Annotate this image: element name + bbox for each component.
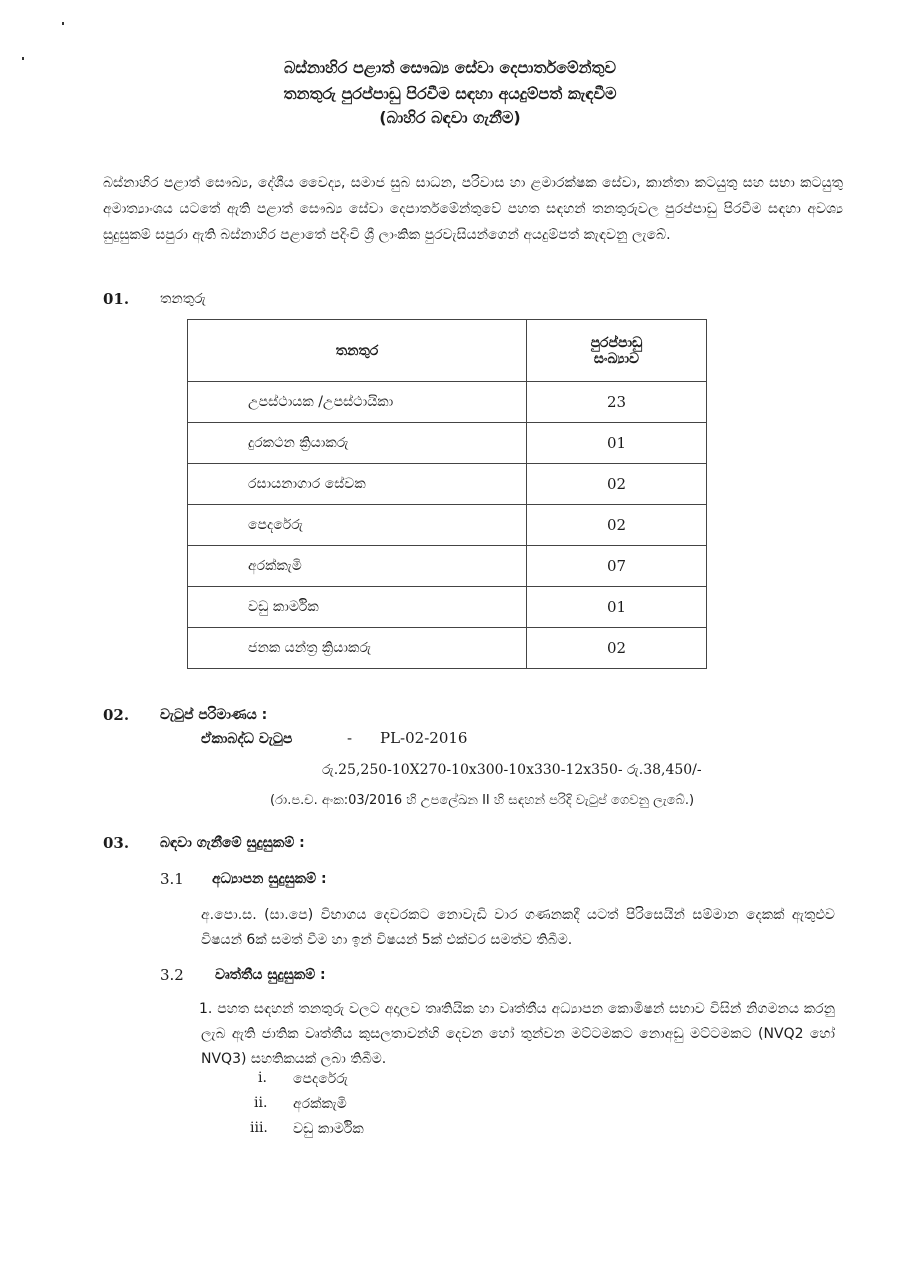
salary-dash: - bbox=[347, 729, 353, 747]
list-marker: iii. bbox=[250, 1120, 268, 1136]
subsection-number: 3.1 bbox=[160, 870, 184, 888]
post-name: රසායනාගාර සේවක bbox=[188, 464, 527, 505]
scan-mark bbox=[62, 22, 64, 25]
table-row bbox=[188, 464, 707, 505]
vocational-requirement: 1. පහත සඳහන් තනතුරු වලට අදාලව තෘතියික හා වෘත්තීය අධ්‍යාපන කොමිෂන් සභාව විසින් නිගමනය කරනු ලැබ ඇති ජාතික වෘත්තීය කුසලතාවන්හි දෙවන හෝ තුන්වන මට්ටමකට නොඅඩු මට්ටමකට (NVQ2 හෝ NVQ3) සහතිකයක් ලබා තිබීම. bbox=[199, 1001, 835, 1067]
section-title: වැටුප් පරිමාණය : bbox=[160, 707, 268, 723]
education-requirement: අ.පො.ස. (සා.පෙ) විභාගය දෙවරකට නොවැඩි වාර ගණනකදී යටත් පිරිසෙයින් සම්මාන දෙකක් ඇතුළුව විෂයන් 6ක් සමත් වීම හා ඉන් විෂයන් 5ක් එක්වර සමත්ව තිබීම. bbox=[201, 907, 835, 948]
list-item: අරක්කැමි bbox=[293, 1096, 347, 1112]
table-row bbox=[188, 505, 707, 546]
table-row bbox=[188, 423, 707, 464]
column-header-line: පුරප්පාඩු bbox=[590, 334, 643, 351]
intro-paragraph: බස්නාහිර පළාත් සෞඛ්‍ය, දේශීය වෛද්‍ය, සමාජ සුබ සාධන, පරිවාස හා ළමාරක්ෂක සේවා, කාන්තා කටයුතු සහ සභා කටයුතු අමාත්‍යාංශය යටතේ ඇති පළාත් සෞඛ්‍ය සේවා දෙපාර්තමේන්තුවේ පහත සඳහන් තනතුරුවල පුරප්පාඩු පිරවීම සඳහා අවශ්‍ය සුදුසුකම් සපුරා ඇති බස්නාහිර පළාතේ පදිංචි ශ්‍රී ලාංකික පුරවැසියන්ගෙන් අයදුම්පත් කැඳවනු ලැබේ. bbox=[103, 175, 843, 243]
list-item: පෙදරේරු bbox=[293, 1071, 348, 1087]
vacancy-count: 02 bbox=[527, 628, 707, 669]
table-header-row bbox=[188, 320, 707, 382]
vacancy-count: 02 bbox=[527, 464, 707, 505]
subsection-title: අධ්‍යාපන සුදුසුකම් : bbox=[212, 871, 327, 887]
section-number: 03. bbox=[103, 834, 130, 852]
vacancy-count: 01 bbox=[527, 423, 707, 464]
list-item: වඩු කාර්මික bbox=[293, 1121, 364, 1137]
subsection-title: වෘත්තීය සුදුසුකම් : bbox=[215, 967, 326, 983]
post-name: ජනක යන්ත්‍ර ක්‍රියාකරු bbox=[188, 628, 527, 669]
table-row bbox=[188, 587, 707, 628]
header-line-2: තනතුරු පුරප්පාඩු පිරවීම සඳහා අයදුම්පත් කැඳවීම bbox=[283, 84, 617, 103]
salary-note: (රා.ප.ච. අංක:03/2016 හි උපලේඛන II හි සඳහන් පරිදි වැටුප් ගෙවනු ලැබේ.) bbox=[270, 793, 695, 808]
list-marker: i. bbox=[258, 1070, 267, 1086]
post-name: අරක්කැමි bbox=[188, 546, 527, 587]
section-title: තනතුරු bbox=[160, 291, 206, 307]
section-title: බඳවා ගැනීමේ සුදුසුකම් : bbox=[160, 835, 305, 851]
post-name: දුරකථන ක්‍රියාකරු bbox=[188, 423, 527, 464]
section-number: 02. bbox=[103, 706, 130, 724]
vacancy-count: 02 bbox=[527, 505, 707, 546]
subsection-number: 3.2 bbox=[160, 966, 184, 984]
vacancy-count: 23 bbox=[527, 382, 707, 423]
salary-scale-value: රු.25,250-10X270-10x300-10x330-12x350- රු.38,450/- bbox=[322, 762, 702, 778]
section-number: 01. bbox=[103, 290, 130, 308]
column-header-post: තනතුර bbox=[188, 320, 527, 382]
post-name: උපස්ථායක /උපස්ථායිකා bbox=[188, 382, 527, 423]
posts-table bbox=[187, 319, 707, 669]
salary-scale-code: PL-02-2016 bbox=[380, 729, 468, 747]
table-row bbox=[188, 382, 707, 423]
salary-scale-label: ඒකාබද්ධ වැටුප bbox=[201, 731, 293, 747]
post-name: වඩු කාර්මික bbox=[188, 587, 527, 628]
post-name: පෙදරේරු bbox=[188, 505, 527, 546]
list-marker: ii. bbox=[254, 1095, 268, 1111]
header-line-1: බස්නාහිර පළාත් සෞඛ්‍ය සේවා දෙපාර්තමේන්තුව bbox=[283, 58, 616, 77]
vacancy-count: 07 bbox=[527, 546, 707, 587]
table-row bbox=[188, 628, 707, 669]
column-header-line: සංඛ්‍යාව bbox=[593, 350, 640, 367]
column-header-vacancies bbox=[527, 320, 707, 382]
header-line-3: (බාහිර බඳවා ගැනීම) bbox=[379, 108, 521, 127]
table-row bbox=[188, 546, 707, 587]
vacancy-count: 01 bbox=[527, 587, 707, 628]
